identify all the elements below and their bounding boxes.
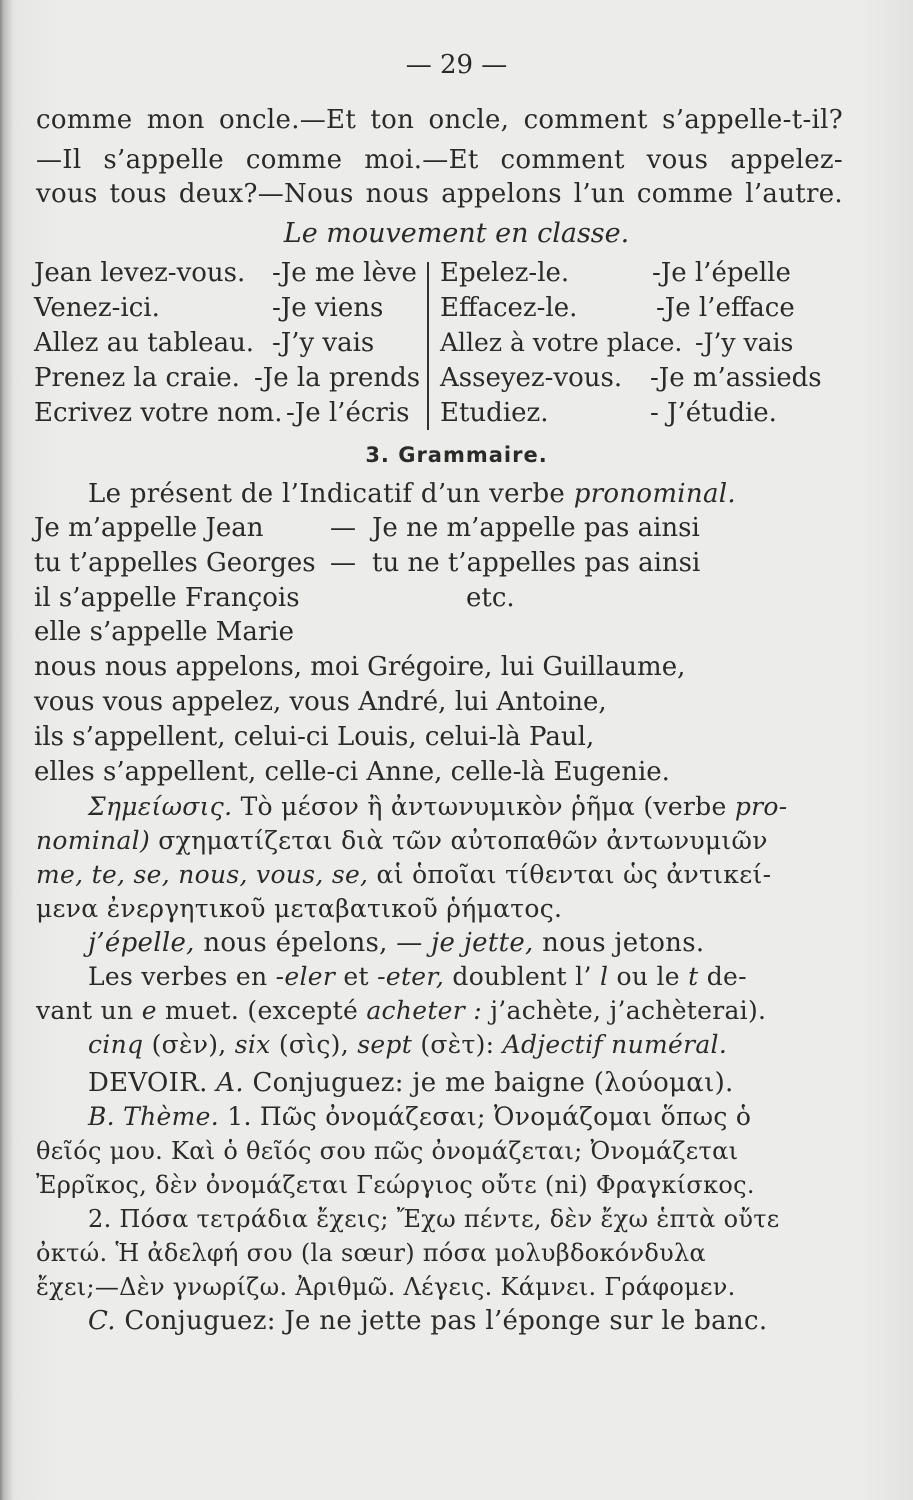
- rule-italic: t: [688, 962, 699, 991]
- devoir-line-4: Ἐρρῖκος, δὲν ὀνομάζεται Γεώργιος οὔτε (ni) Φραγκίσκος.: [36, 1171, 755, 1199]
- page-number: — 29 —: [405, 50, 508, 80]
- rule-italic: cinq: [88, 1030, 144, 1059]
- right-resp: -Je m’assieds: [650, 363, 822, 393]
- grammar-intro-text: Le présent de l’Indicatif d’un verbe: [88, 479, 566, 509]
- rule-text: (σὶς),: [278, 1030, 349, 1059]
- rule-text: vant un: [36, 996, 134, 1025]
- rule-text: muet. (excepté: [165, 996, 359, 1025]
- rule-text: et: [343, 962, 369, 991]
- rule-line-3: [36, 994, 843, 1028]
- conj-right: tu ne t’appelles pas ainsi: [372, 548, 701, 578]
- rule-line-1: [88, 926, 843, 960]
- conj-dash: —: [330, 513, 356, 543]
- column-divider: [427, 262, 429, 430]
- note-line-4: μενα ἐνεργητικοῦ μεταβατικοῦ ῥήματος.: [36, 894, 563, 923]
- note-text: σχηματίζεται διὰ τῶν αὐτοπαθῶν ἀντωνυμιῶν: [158, 826, 768, 855]
- rule-text: Les verbes en: [88, 962, 268, 991]
- devoir-line-2: [88, 1100, 843, 1134]
- left-resp: -J’y vais: [272, 328, 375, 358]
- rule-italic: Adjectif numéral.: [502, 1030, 728, 1059]
- rule-text: nous épelons, —: [203, 928, 423, 958]
- left-cmd: Allez au tableau.: [34, 328, 255, 358]
- conj-dash: —: [330, 548, 356, 578]
- plural-line: ils s’appellent, celui-ci Louis, celui-là Paul,: [34, 722, 595, 752]
- left-resp: -Je l’écris: [286, 398, 410, 428]
- devoir-italic: C.: [88, 1306, 116, 1336]
- grammar-heading: 3. Grammaire.: [365, 443, 548, 467]
- note-line-3: [36, 858, 843, 892]
- devoir-text: DEVOIR.: [88, 1068, 208, 1098]
- devoir-line-1: [88, 1066, 843, 1100]
- note-line-1: [88, 790, 843, 824]
- rule-text: nous jetons.: [542, 928, 705, 958]
- rule-italic: e: [141, 996, 157, 1025]
- rule-italic: acheter :: [366, 996, 482, 1025]
- plural-line: vous vous appelez, vous André, lui Antoine,: [34, 687, 607, 717]
- left-cmd: Jean levez-vous.: [34, 258, 246, 288]
- right-cmd: Etudiez.: [440, 398, 549, 428]
- devoir-line-8: [88, 1304, 843, 1338]
- conj-left: elle s’appelle Marie: [34, 617, 294, 647]
- devoir-italic: B. Thème.: [88, 1102, 219, 1131]
- right-resp: -Je l’épelle: [652, 258, 791, 288]
- rule-text: doublent l’: [452, 962, 592, 991]
- note-italic: me, te, se, nous, vous, se,: [36, 860, 369, 889]
- left-resp: -Je me lève: [272, 258, 417, 288]
- left-cmd: Prenez la craie.: [34, 363, 240, 393]
- rule-italic: six: [234, 1030, 271, 1059]
- rule-text: (σὲν),: [151, 1030, 227, 1059]
- note-label: Σημείωσις.: [88, 792, 233, 821]
- note-text: Τὸ μέσον ἢ ἀντωνυμικὸν ῥῆμα (verbe: [240, 792, 727, 821]
- intro-line-1: comme mon oncle.—Et ton oncle, comment s’appelle-t-il?: [36, 105, 843, 135]
- intro-line-3: vous tous deux?—Nous nous appelons l’un comme l’autre.: [36, 179, 843, 209]
- conj-right: Je ne m’appelle pas ainsi: [372, 513, 700, 543]
- plural-line: elles s’appellent, celle-ci Anne, celle-là Eugenie.: [34, 757, 670, 787]
- rule-italic: j’épelle,: [88, 928, 195, 958]
- conj-left: Je m’appelle Jean: [34, 513, 264, 543]
- right-resp: -Je l’efface: [656, 293, 795, 323]
- note-italic: pro-: [734, 792, 788, 821]
- rule-text: de-: [706, 962, 747, 991]
- devoir-text: Conjuguez: Je ne jette pas l’éponge sur le banc.: [124, 1306, 768, 1336]
- note-line-2: [36, 824, 843, 858]
- left-resp: -Je viens: [272, 293, 384, 323]
- right-cmd: Allez à votre place.: [440, 328, 683, 357]
- rule-italic: -eler: [275, 962, 336, 991]
- rule-italic: l: [599, 962, 609, 991]
- rule-line-2: [88, 960, 843, 994]
- rule-italic: je jette,: [431, 928, 534, 958]
- left-cmd: Venez-ici.: [34, 293, 160, 323]
- right-resp: - J’étudie.: [650, 398, 777, 428]
- plural-line: nous nous appelons, moi Grégoire, lui Guillaume,: [34, 652, 686, 682]
- devoir-line-5: 2. Πόσα τετράδια ἔχεις; Ἔχω πέντε, δὲν ἔχω ἑπτὰ οὔτε: [88, 1205, 780, 1233]
- rule-text: ou le: [616, 962, 680, 991]
- note-italic: nominal): [36, 826, 151, 855]
- devoir-italic: A.: [216, 1068, 244, 1098]
- rule-italic: sept: [357, 1030, 413, 1059]
- devoir-line-6: ὀκτώ. Ἡ ἀδελφή σου (la sœur) πόσα μολυβδοκόνδυλα: [36, 1239, 707, 1267]
- right-cmd: Effacez-le.: [440, 293, 578, 323]
- devoir-line-3: θεῖός μου. Καὶ ὁ θεῖός σου πῶς ὀνομάζεται; Ὀνομάζεται: [36, 1137, 739, 1165]
- grammar-intro-italic: pronominal.: [573, 479, 736, 509]
- devoir-text: Conjuguez: je me baigne (λούομαι).: [252, 1068, 734, 1098]
- intro-line-2: —Il s’appelle comme moi.—Et comment vous appelez-: [36, 145, 843, 175]
- conj-right: etc.: [466, 583, 515, 613]
- devoir-text: 1. Πῶς ὀνομάζεσαι; Ὀνομάζομαι ὅπως ὁ: [227, 1102, 752, 1131]
- note-text: αἱ ὁποῖαι τίθενται ὡς ἀντικεί-: [376, 860, 772, 889]
- rule-text: (σὲτ):: [420, 1030, 495, 1059]
- devoir-line-7: ἔχει;—Δὲν γνωρίζω. Ἀριθμῶ. Λέγεις. Κάμνει. Γράφομεν.: [36, 1273, 736, 1301]
- left-cmd: Ecrivez votre nom.: [34, 398, 283, 428]
- rule-line-4: [88, 1028, 843, 1062]
- right-cmd: Asseyez-vous.: [440, 363, 623, 393]
- grammar-intro: [88, 477, 843, 511]
- right-resp: -J’y vais: [695, 328, 794, 357]
- rule-italic: -eter,: [377, 962, 445, 991]
- conj-left: il s’appelle François: [34, 583, 300, 613]
- left-resp: -Je la prends: [254, 363, 421, 393]
- conj-left: tu t’appelles Georges: [34, 548, 316, 578]
- right-cmd: Epelez-le.: [440, 258, 570, 288]
- classroom-title: Le mouvement en classe.: [283, 218, 630, 249]
- rule-text: j’achète, j’achèterai).: [490, 996, 767, 1025]
